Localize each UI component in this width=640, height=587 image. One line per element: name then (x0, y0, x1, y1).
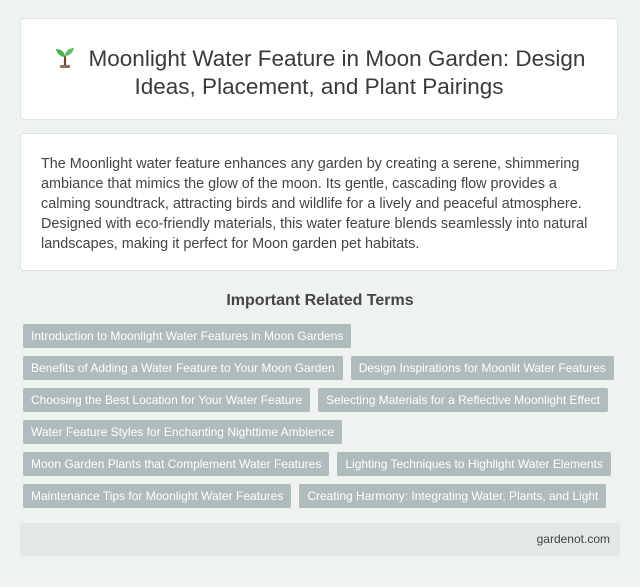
description-text: The Moonlight water feature enhances any garden by creating a serene, shimmering ambiance that mimics the glow of the moon. Its gentle, cascading flow provides a calming soundtrack, attracting birds and wildlife for a lively and peaceful atmosphere. Designed with eco-friendly materials, this water feature blends seamlessly into natural landscapes, making it perfect for Moon garden pet habitats. (41, 156, 588, 252)
tag-row (23, 388, 623, 412)
related-term-tag[interactable]: Moon Garden Plants that Complement Water Features (23, 452, 329, 476)
related-terms-list (23, 324, 623, 516)
related-term-tag[interactable]: Choosing the Best Location for Your Water Feature (23, 388, 310, 412)
related-term-tag[interactable]: Selecting Materials for a Reflective Moonlight Effect (318, 388, 608, 412)
page-title (21, 19, 617, 101)
tag-row (23, 484, 623, 508)
related-term-tag[interactable]: Design Inspirations for Moonlit Water Features (351, 356, 614, 380)
related-term-tag[interactable]: Introduction to Moonlight Water Features in Moon Gardens (23, 324, 351, 348)
tag-row (23, 324, 623, 348)
description-card (20, 133, 618, 271)
tag-row (23, 356, 623, 380)
footer (20, 523, 620, 556)
title-card (20, 18, 618, 120)
related-terms-heading: Important Related Terms (226, 292, 414, 309)
related-term-tag[interactable]: Creating Harmony: Integrating Water, Plants, and Light (299, 484, 606, 508)
tag-row (23, 452, 623, 476)
page-title-text: Moonlight Water Feature in Moon Garden: Design Ideas, Placement, and Plant Pairings (88, 46, 586, 99)
tag-row (23, 420, 623, 444)
related-term-tag[interactable]: Lighting Techniques to Highlight Water Elements (337, 452, 610, 476)
footer-site-link[interactable]: gardenot.com (536, 532, 610, 546)
related-term-tag[interactable]: Benefits of Adding a Water Feature to Your Moon Garden (23, 356, 343, 380)
sprout-icon (53, 45, 77, 69)
related-term-tag[interactable]: Water Feature Styles for Enchanting Nighttime Ambience (23, 420, 342, 444)
related-term-tag[interactable]: Maintenance Tips for Moonlight Water Features (23, 484, 291, 508)
